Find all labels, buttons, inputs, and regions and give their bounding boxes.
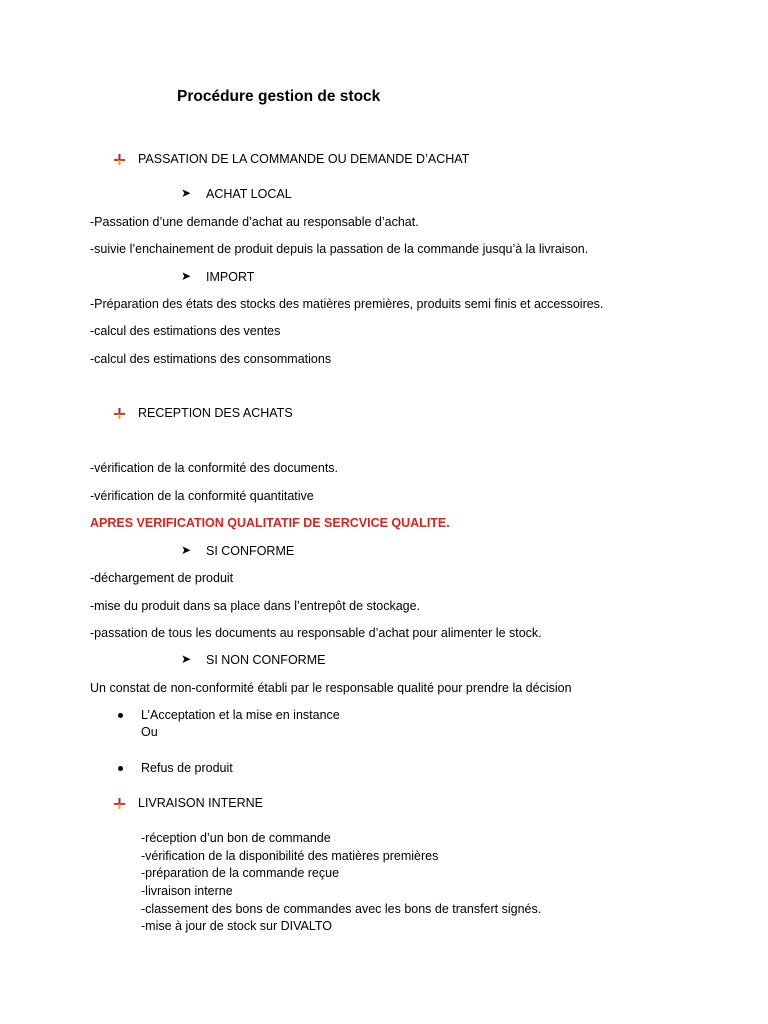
section-heading-reception: RECEPTION DES ACHATS <box>138 406 293 420</box>
arrowhead-icon: ➤ <box>181 652 192 666</box>
body-line: -déchargement de produit <box>90 571 234 585</box>
section-heading-passation: PASSATION DE LA COMMANDE OU DEMANDE D’ACHAT <box>138 152 470 166</box>
body-line: -suivie l’enchainement de produit depuis la passation de la commande jusqu’à la livraison. <box>90 242 589 256</box>
list-item-ou: Ou <box>141 725 158 739</box>
subheading-import: IMPORT <box>206 270 255 284</box>
body-line: -Passation d’une demande d’achat au responsable d’achat. <box>90 215 419 229</box>
body-line: -préparation de la commande reçue <box>141 866 340 880</box>
dot-icon <box>118 713 123 718</box>
subheading-si-non-conforme: SI NON CONFORME <box>206 653 326 667</box>
list-item: L’Acceptation et la mise en instance <box>141 708 340 722</box>
fleuron-icon <box>114 798 125 809</box>
body-line: Un constat de non-conformité établi par le responsable qualité pour prendre la décision <box>90 681 572 695</box>
arrowhead-icon: ➤ <box>181 186 192 200</box>
subheading-achat-local: ACHAT LOCAL <box>206 187 292 201</box>
fleuron-icon <box>114 408 125 419</box>
list-item: Refus de produit <box>141 761 233 775</box>
body-line: -Préparation des états des stocks des matières premières, produits semi finis et accessoires. <box>90 297 604 311</box>
arrowhead-icon: ➤ <box>181 269 192 283</box>
body-line: -calcul des estimations des consommations <box>90 352 332 366</box>
page-title: Procédure gestion de stock <box>177 88 381 105</box>
body-line: -livraison interne <box>141 884 233 898</box>
body-line: -réception d’un bon de commande <box>141 831 331 845</box>
body-line: -mise à jour de stock sur DIVALTO <box>141 919 333 933</box>
body-line: -calcul des estimations des ventes <box>90 324 281 338</box>
section-heading-livraison: LIVRAISON INTERNE <box>138 796 264 810</box>
dot-icon <box>118 766 123 771</box>
body-line: -classement des bons de commandes avec les bons de transfert signés. <box>141 902 542 916</box>
fleuron-icon <box>114 154 125 165</box>
quality-note: APRES VERIFICATION QUALITATIF DE SERCVICE QUALITE. <box>90 516 450 530</box>
body-line: -passation de tous les documents au responsable d’achat pour alimenter le stock. <box>90 626 542 640</box>
body-line: -vérification de la disponibilité des matières premières <box>141 849 439 863</box>
body-line: -vérification de la conformité quantitative <box>90 489 314 503</box>
subheading-si-conforme: SI CONFORME <box>206 544 295 558</box>
body-line: -vérification de la conformité des documents. <box>90 461 339 475</box>
body-line: -mise du produit dans sa place dans l’entrepôt de stockage. <box>90 599 421 613</box>
arrowhead-icon: ➤ <box>181 543 192 557</box>
